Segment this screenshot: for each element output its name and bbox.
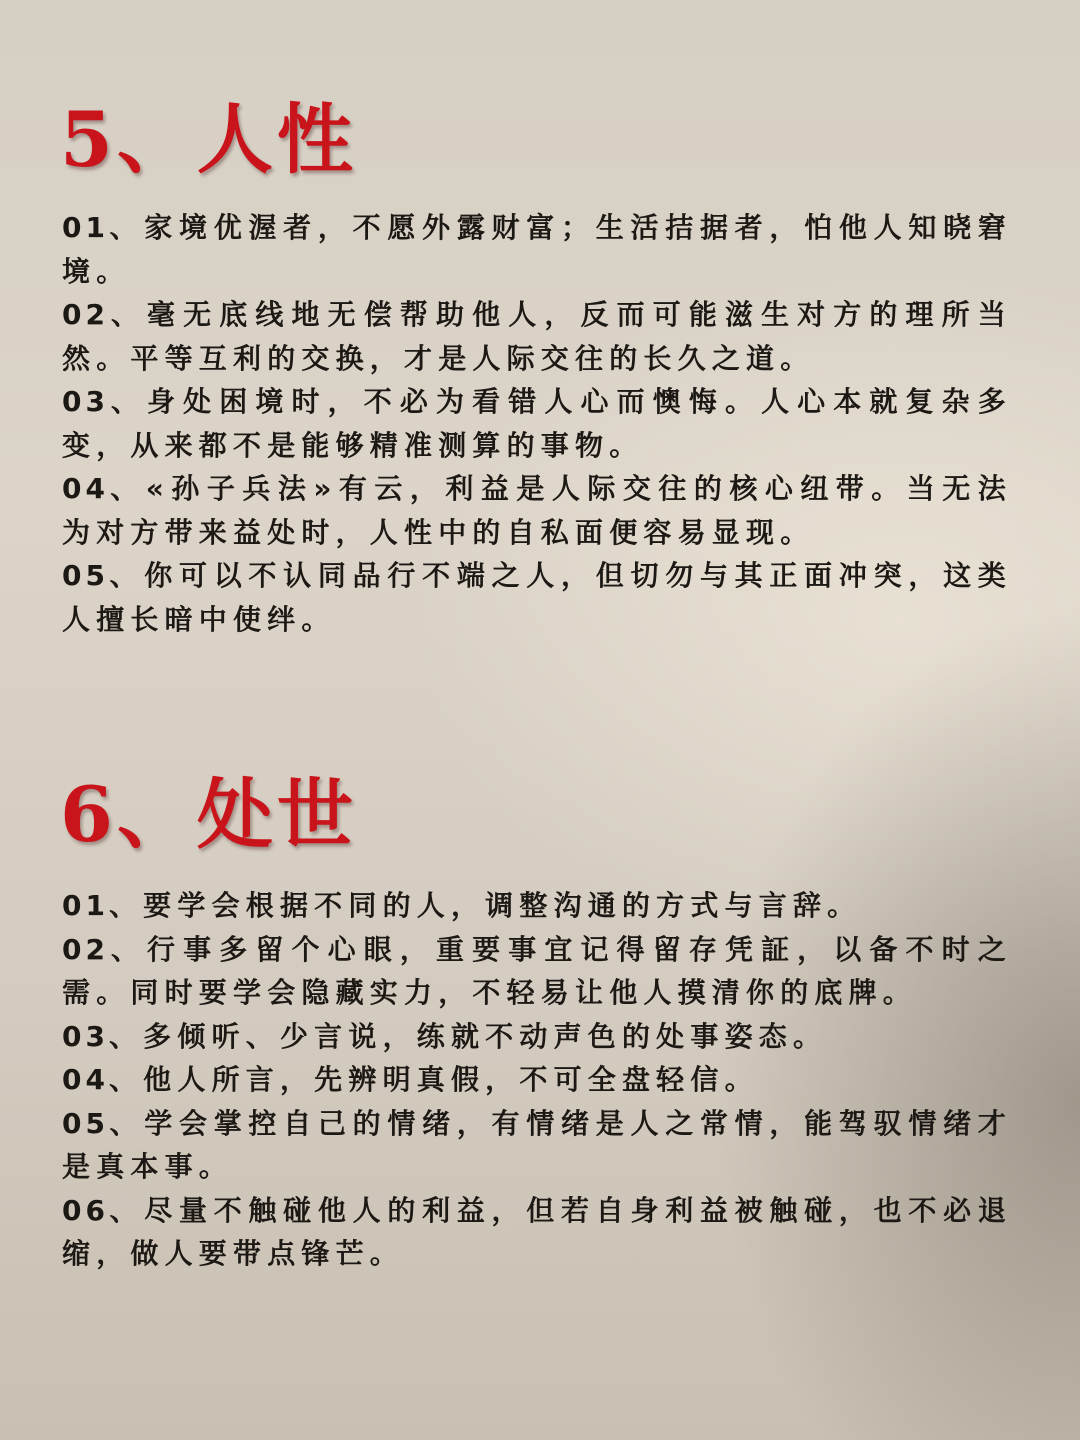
list-item bbox=[62, 293, 1012, 380]
item-number: 02 bbox=[62, 298, 109, 331]
list-item bbox=[62, 1015, 1012, 1059]
item-number: 05 bbox=[62, 559, 109, 592]
item-text: 、你可以不认同品行不端之人，但切勿与其正面冲突，这类人擅长暗中使绊。 bbox=[62, 559, 1012, 636]
list-item bbox=[62, 380, 1012, 467]
conduct-list bbox=[62, 884, 1012, 1276]
human-nature-list bbox=[62, 206, 1012, 641]
item-text: 、尽量不触碰他人的利益，但若自身利益被触碰，也不必退缩，做人要带点锋芒。 bbox=[62, 1193, 1012, 1270]
item-text: 、多倾听、少言说，练就不动声色的处事姿态。 bbox=[108, 1019, 828, 1053]
item-text: 、行事多留个心眼，重要事宜记得留存凭証，以备不时之需。同时要学会隐藏实力，不轻易让他人摸清你的底牌。 bbox=[62, 932, 1012, 1009]
list-item bbox=[62, 467, 1012, 554]
item-text: 、«孙子兵法»有云，利益是人际交往的核心纽带。当无法为对方带来益处时，人性中的自私面便容易显现。 bbox=[62, 472, 1012, 549]
item-text: 、学会掌控自己的情绪，有情绪是人之常情，能驾驭情绪才是真本事。 bbox=[62, 1106, 1012, 1183]
item-number: 03 bbox=[62, 385, 109, 418]
list-item bbox=[62, 928, 1012, 1015]
list-item bbox=[62, 884, 1012, 928]
item-number: 04 bbox=[62, 472, 109, 505]
list-item bbox=[62, 1102, 1012, 1189]
section-title-conduct: 6、处世 bbox=[60, 770, 357, 859]
item-number: 05 bbox=[62, 1106, 109, 1140]
item-text: 、家境优渥者，不愿外露财富；生活拮据者，怕他人知晓窘境。 bbox=[62, 211, 1012, 288]
list-item bbox=[62, 1189, 1012, 1276]
item-number: 01 bbox=[62, 889, 109, 922]
item-text: 、他人所言，先辨明真假，不可全盘轻信。 bbox=[108, 1063, 759, 1096]
item-number: 06 bbox=[62, 1193, 109, 1227]
list-item bbox=[62, 554, 1012, 641]
item-number: 03 bbox=[62, 1019, 109, 1053]
list-item bbox=[62, 1058, 1012, 1102]
item-number: 04 bbox=[62, 1063, 109, 1096]
item-text: 、毫无底线地无偿帮助他人，反而可能滋生对方的理所当然。平等互利的交换，才是人际交往的长久之道。 bbox=[62, 298, 1012, 375]
item-number: 01 bbox=[62, 211, 109, 244]
item-number: 02 bbox=[62, 932, 109, 966]
item-text: 、要学会根据不同的人，调整沟通的方式与言辞。 bbox=[108, 889, 862, 922]
item-text: 、身处困境时，不必为看错人心而懊悔。人心本就复杂多变，从来都不是能够精准测算的事物。 bbox=[62, 385, 1012, 462]
list-item bbox=[62, 206, 1012, 293]
section-title-human-nature: 5、人性 bbox=[60, 95, 357, 184]
